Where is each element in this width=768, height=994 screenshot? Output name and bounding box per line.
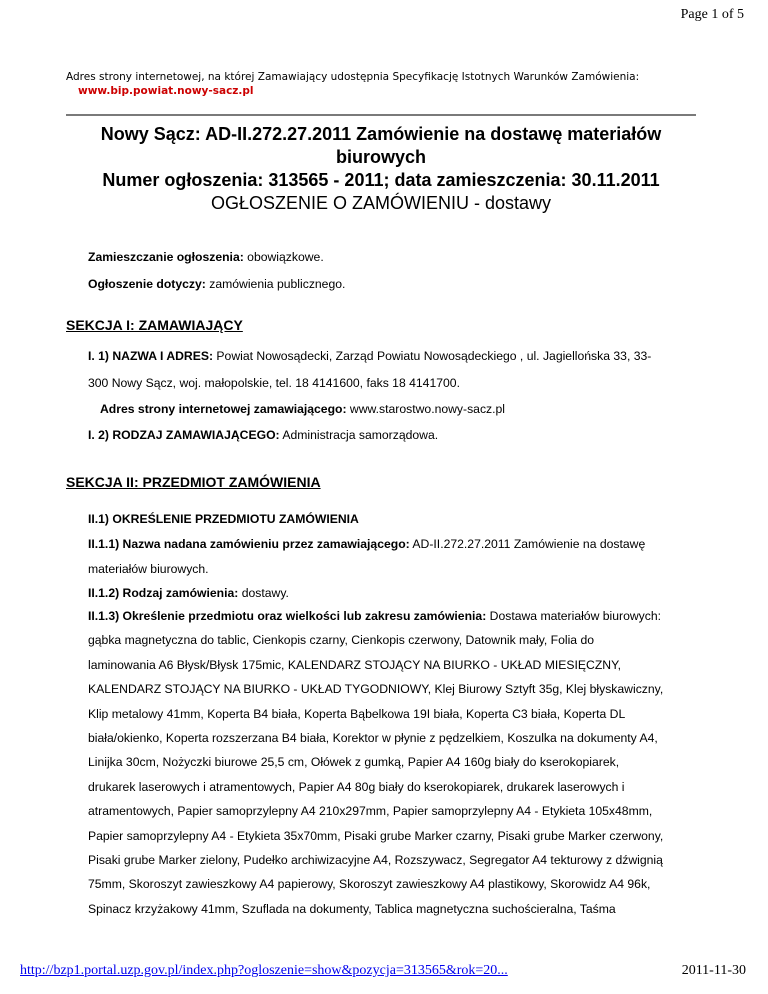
section-1-heading: SEKCJA I: ZAMAWIAJĄCY [66,317,243,333]
przedmiot-value-first: Dostawa materiałów biurowych: [486,609,662,623]
nazwa-adres-row [88,349,651,363]
nazwa-zamowienia-value-1: AD-II.272.27.2011 Zamówienie na dostawę [409,537,646,551]
nazwa-adres-value-1: Powiat Nowosądecki, Zarząd Powiatu Nowosądeckiego , ul. Jagiellońska 33, 33- [213,349,652,363]
przedmiot-line: gąbka magnetyczna do tablic, Cienkopis czarny, Cienkopis czerwony, Datownik mały, Folia do [88,633,595,647]
dotyczy-value: zamówienia publicznego. [205,277,346,291]
nazwa-zamowienia-row-2: materiałów biurowych. [88,562,209,576]
header-divider [66,114,696,116]
nazwa-zamowienia-label: II.1.1) Nazwa nadana zamówieniu przez zamawiającego: [88,537,410,551]
przedmiot-line: atramentowych, Papier samoprzylepny A4 210x297mm, Papier samoprzylepny A4 - Etykieta 105x48mm, [88,804,653,818]
footer-print-date: 2011-11-30 [681,963,746,978]
notice-title-line-2: biurowych [335,147,426,167]
notice-number-line: Numer ogłoszenia: 313565 - 2011; data zamieszczenia: 30.11.2011 [102,170,660,190]
page-number: Page 1 of 5 [680,7,744,22]
przedmiot-line: Spinacz krzyżakowy 41mm, Szuflada na dokumenty, Tablica magnetyczna suchościeralna, Taśma [88,902,616,916]
przedmiot-line: biała/okienko, Koperta rozszerzana B4 biała, Korektor w płynie z pędzelkiem, Koszulka na dokumenty A4, [88,731,658,745]
section-2-heading: SEKCJA II: PRZEDMIOT ZAMÓWIENIA [66,474,321,490]
notice-title-block [66,123,696,215]
zamieszczanie-label: Zamieszczanie ogłoszenia: [88,250,244,264]
przedmiot-label: II.1.3) Określenie przedmiotu oraz wielkości lub zakresu zamówienia: [88,609,487,623]
rodzaj-zamowienia-value: dostawy. [238,586,289,600]
rodzaj-zamawiajacego-row [88,428,438,442]
notice-type-line: OGŁOSZENIE O ZAMÓWIENIU - dostawy [210,193,552,213]
przedmiot-row [88,609,661,623]
siwz-site-intro: Adres strony internetowej, na której Zamawiający udostępnia Specyfikację Istotnych Warunków Zamówienia: [66,71,640,83]
www-label: Adres strony internetowej zamawiającego: [100,402,347,416]
nazwa-adres-row-2: 300 Nowy Sącz, woj. małopolskie, tel. 18 4141600, faks 18 4141700. [88,376,460,390]
przedmiot-line: Klip metalowy 41mm, Koperta B4 biała, Koperta Bąbelkowa 19I biała, Koperta C3 biała, Koperta DL [88,707,626,721]
okreslenie-heading-text: II.1) OKREŚLENIE PRZEDMIOTU ZAMÓWIENIA [88,512,359,526]
rodzaj-zamowienia-label: II.1.2) Rodzaj zamówienia: [88,586,239,600]
www-row [100,402,505,416]
siwz-site-link[interactable]: www.bip.powiat.nowy-sacz.pl [78,85,254,97]
przedmiot-line: 75mm, Skoroszyt zawieszkowy A4 papierowy, Skoroszyt zawieszkowy A4 plastikowy, Skorowidz A4 96k, [88,877,651,891]
notice-title-line-1: Nowy Sącz: AD-II.272.27.2011 Zamówienie na dostawę materiałów [100,124,662,144]
przedmiot-line: drukarek laserowych i atramentowych, Papier A4 80g biały do kserokopiarek, drukarek laserowych i [88,780,625,794]
zamieszczanie-value: obowiązkowe. [243,250,324,264]
dotyczy-row [88,277,345,291]
footer-source-url[interactable]: http://bzp1.portal.uzp.gov.pl/index.php?ogloszenie=show&pozycja=313565&rok=20... [20,963,508,978]
przedmiot-line: KALENDARZ STOJĄCY NA BIURKO - UKŁAD TYGODNIOWY, Klej Biurowy Sztyft 35g, Klej błyskawiczny, [88,682,664,696]
rodzaj-zamowienia-row [88,586,289,600]
www-value: www.starostwo.nowy-sacz.pl [346,402,506,416]
rodzaj-zamawiajacego-value: Administracja samorządowa. [279,428,439,442]
nazwa-adres-label: I. 1) NAZWA I ADRES: [88,349,214,363]
przedmiot-line: laminowania A6 Błysk/Błysk 175mic, KALENDARZ STOJĄCY NA BIURKO - UKŁAD MIESIĘCZNY, [88,658,622,672]
nazwa-zamowienia-row [88,537,645,551]
przedmiot-line: Papier samoprzylepny A4 - Etykieta 35x70mm, Pisaki grube Marker czarny, Pisaki grube Marker czerwony, [88,829,664,843]
dotyczy-label: Ogłoszenie dotyczy: [88,277,206,291]
przedmiot-line: Pisaki grube Marker zielony, Pudełko archiwizacyjne A4, Rozszywacz, Segregator A4 tekturowy z dźwignią [88,853,663,867]
przedmiot-line: Linijka 30cm, Nożyczki biurowe 25,5 cm, Ołówek z gumką, Papier A4 160g biały do kserokopiarek, [88,755,620,769]
okreslenie-heading [88,512,359,526]
zamieszczanie-row [88,250,324,264]
rodzaj-zamawiajacego-label: I. 2) RODZAJ ZAMAWIAJĄCEGO: [88,428,280,442]
